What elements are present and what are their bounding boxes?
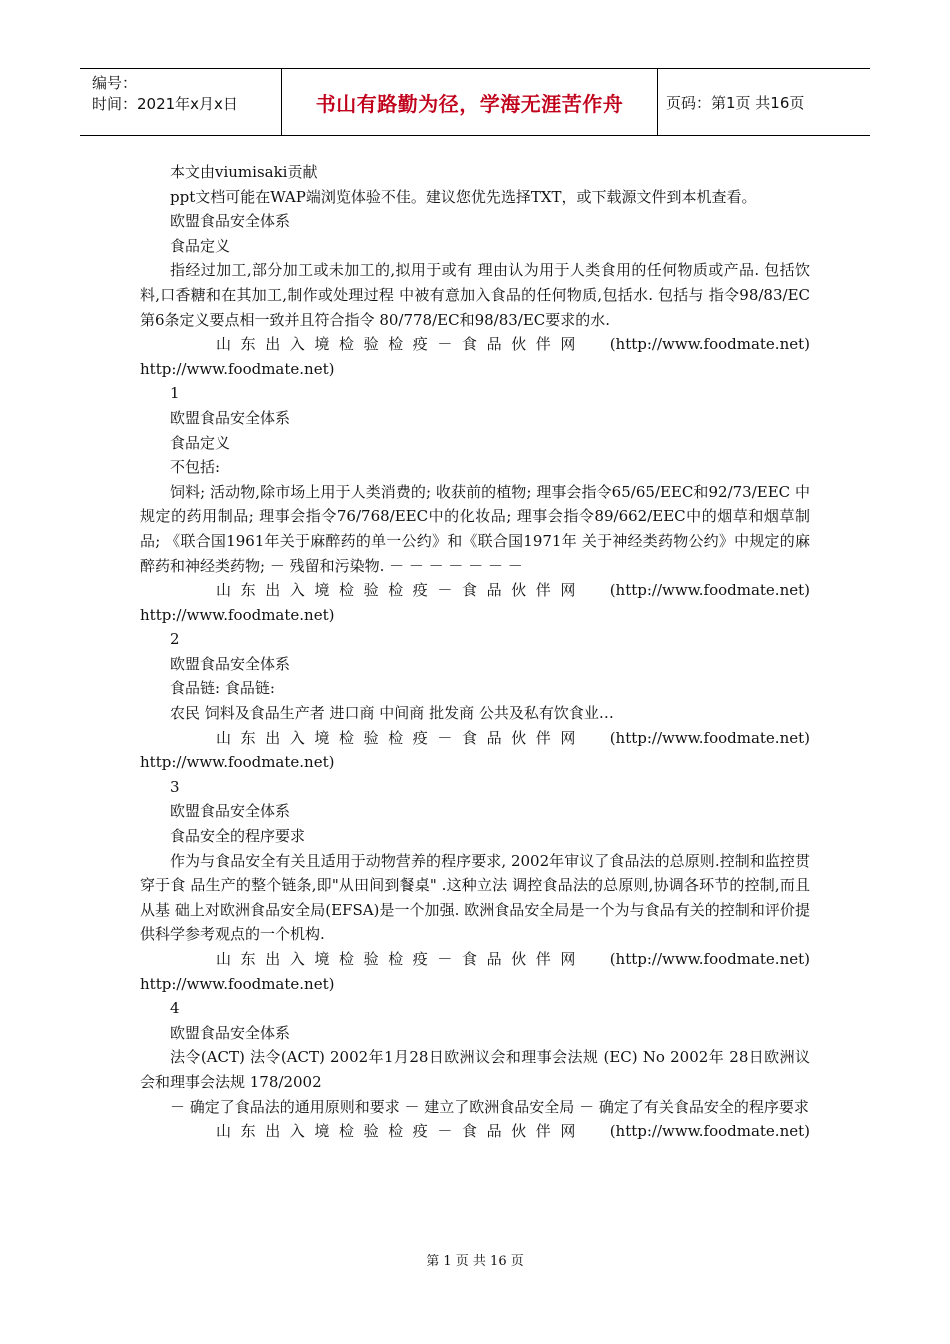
source-name: 山东出入境检验检疫－食品伙伴网 bbox=[216, 728, 586, 747]
header-page-info: 页码：第1页 共16页 bbox=[666, 93, 805, 112]
document-date-label: 时间：2021年x月x日 bbox=[92, 95, 238, 113]
source-url-link[interactable]: http://www.foodmate.net) bbox=[140, 605, 335, 624]
section-heading: 食品安全的程序要求 bbox=[170, 827, 306, 846]
section-title: 欧盟食品安全体系 bbox=[170, 408, 291, 427]
section-body: 作为与食品安全有关且适用于动物营养的程序要求, 2002年审议了食品法的总原则.控制和监控贯穿于食 品生产的整个链条,即"从田间到餐桌" .这种立法 调控食品法的总原则,协调各环节的控制,而且从基 础上对欧洲食品安全局(EFSA)是一个加强. 欧洲食品安全局是一个为与食品有关的控制和评价提 供科学参考观点的一个机构. bbox=[140, 851, 810, 944]
source-line bbox=[140, 1119, 810, 1144]
section-body: 饲料; 活动物,除市场上用于人类消费的; 收获前的植物; 理事会指令65/65/EEC和92/73/EEC 中规定的药用制品; 理事会指令76/768/EEC中的化妆品; 理事会指令89/662/EEC中的烟草和烟草制品; 《联合国1961年关于麻醉药的单一公约》和《联合国1971年 关于神经类药物公约》中规定的麻醉药和神经类药物; － 残留和污染物. － － － － － － － bbox=[140, 482, 810, 575]
document-number-label: 编号： bbox=[92, 74, 138, 92]
source-name: 山东出入境检验检疫－食品伙伴网 bbox=[216, 1122, 586, 1141]
section-title: 欧盟食品安全体系 bbox=[170, 802, 291, 821]
source-url-link[interactable]: http://www.foodmate.net) bbox=[140, 359, 335, 378]
slide-number: 1 bbox=[170, 384, 180, 403]
section-title: 欧盟食品安全体系 bbox=[170, 1023, 291, 1042]
page-footer: 第 1 页 共 16 页 bbox=[426, 1254, 524, 1269]
section-title: 欧盟食品安全体系 bbox=[170, 654, 291, 673]
section-title: 欧盟食品安全体系 bbox=[170, 212, 291, 231]
source-url-link[interactable]: (http://www.foodmate.net) bbox=[609, 335, 810, 354]
section-subheading: 不包括: bbox=[170, 458, 221, 477]
source-url-link[interactable]: (http://www.foodmate.net) bbox=[609, 1122, 810, 1141]
format-note: ppt文档可能在WAP端浏览体验不佳。建议您优先选择TXT，或下载源文件到本机查看。 bbox=[170, 187, 757, 206]
source-name: 山东出入境检验检疫－食品伙伴网 bbox=[216, 581, 586, 600]
intro-line: 本文由viumisaki贡献 bbox=[170, 163, 318, 181]
section-body: 农民 饲料及食品生产者 进口商 中间商 批发商 公共及私有饮食业… bbox=[170, 704, 614, 723]
source-line bbox=[140, 947, 810, 972]
section-heading: 食品定义 bbox=[170, 433, 231, 452]
source-line bbox=[140, 726, 810, 751]
header-meta bbox=[80, 69, 282, 135]
section-heading: 法令(ACT) 法令(ACT) 2002年1月28日欧洲议会和理事会法规 (EC) No 2002年 28日欧洲议会和理事会法规 178/2002 bbox=[140, 1048, 810, 1091]
source-line bbox=[140, 332, 810, 357]
source-url-link[interactable]: http://www.foodmate.net) bbox=[140, 974, 335, 993]
slide-number: 4 bbox=[170, 999, 180, 1018]
source-url-link[interactable]: (http://www.foodmate.net) bbox=[609, 581, 810, 600]
source-name: 山东出入境检验检疫－食品伙伴网 bbox=[216, 950, 586, 968]
section-heading: 食品链: 食品链: bbox=[170, 679, 275, 698]
slide-number: 3 bbox=[170, 777, 180, 796]
source-name: 山东出入境检验检疫－食品伙伴网 bbox=[216, 335, 586, 354]
header-motto: 书山有路勤为径，学海无涯苦作舟 bbox=[282, 69, 658, 135]
section-body: － 确定了食品法的通用原则和要求 － 建立了欧洲食品安全局 － 确定了有关食品安全的程序要求 bbox=[170, 1097, 809, 1116]
section-heading: 食品定义 bbox=[170, 236, 231, 255]
source-url-link[interactable]: (http://www.foodmate.net) bbox=[609, 728, 810, 747]
section-body: 指经过加工,部分加工或未加工的,拟用于或有 理由认为用于人类食用的任何物质或产品. 包括饮料,口香糖和在其加工,制作或处理过程 中被有意加入食品的任何物质,包括水. 包括与 指令98/83/EC第6条定义要点相一致并且符合指令 80/778/EC和98/83/EC要求的水. bbox=[140, 261, 810, 329]
page-header bbox=[80, 68, 870, 136]
document-body bbox=[140, 160, 810, 1144]
source-url-link[interactable]: (http://www.foodmate.net) bbox=[609, 950, 810, 968]
source-line bbox=[140, 578, 810, 603]
source-url-link[interactable]: http://www.foodmate.net) bbox=[140, 753, 335, 772]
slide-number: 2 bbox=[170, 630, 180, 649]
